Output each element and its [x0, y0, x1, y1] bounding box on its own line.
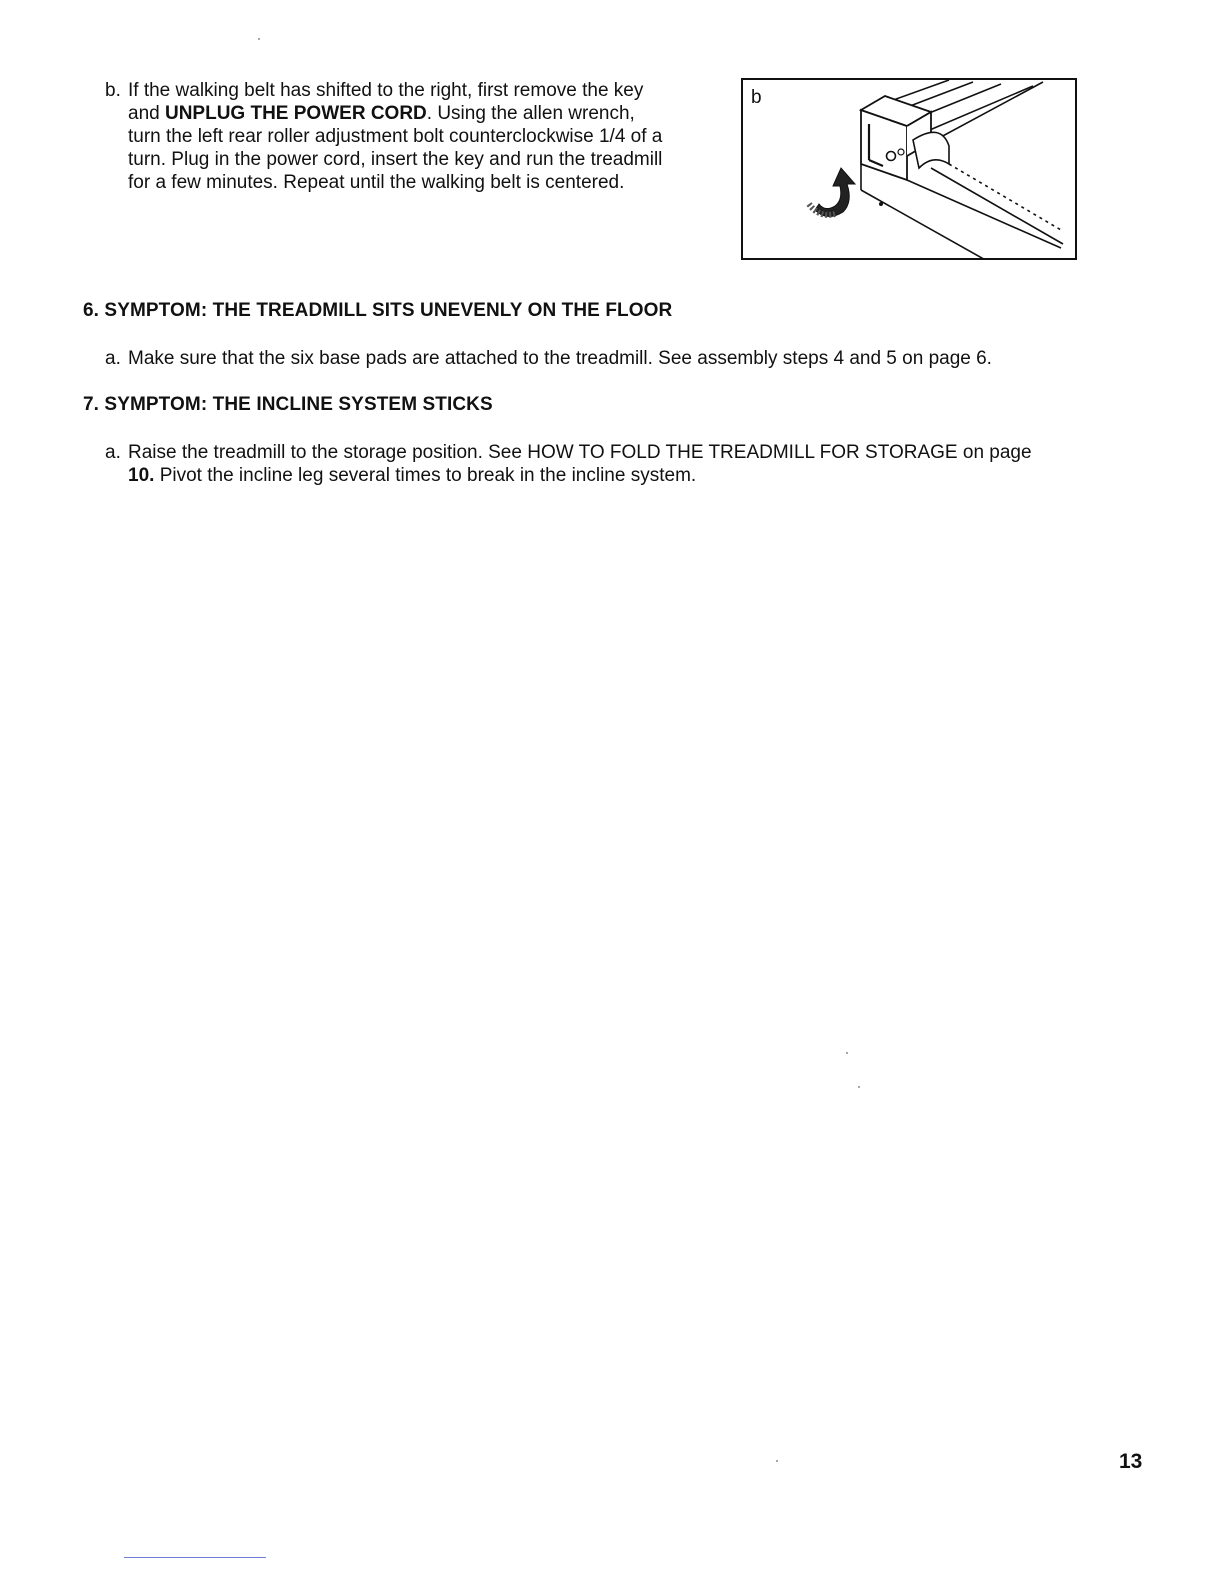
symptom-7-line-1: Raise the treadmill to the storage position. See HOW TO FOLD THE TREADMILL FOR STORAGE on page [128, 442, 1032, 463]
roller-adjustment-illustration [743, 80, 1077, 260]
scan-speck [776, 1460, 778, 1462]
scan-speck [846, 1052, 848, 1054]
symptom-6-marker: a. [105, 348, 121, 369]
step-b-line-1: If the walking belt has shifted to the right, first remove the key [128, 80, 644, 101]
symptom-7-body [128, 441, 1095, 487]
scan-speck [258, 38, 260, 40]
page-number: 13 [1119, 1450, 1143, 1473]
footer-rule [124, 1557, 266, 1558]
roller-adjustment-figure [741, 78, 1077, 260]
step-b-line-2 [128, 102, 705, 125]
scan-speck [858, 1086, 860, 1088]
rear-roller [913, 132, 949, 168]
treadmill-frame [861, 164, 1063, 260]
adjustment-bolt [887, 152, 896, 161]
step-b-body [128, 79, 705, 194]
symptom-7-heading: 7. SYMPTOM: THE INCLINE SYSTEM STICKS [83, 394, 493, 415]
unplug-warning: UNPLUG THE POWER CORD [164, 103, 427, 124]
figure-label: b [751, 87, 762, 108]
counterclockwise-arrow-icon [809, 168, 855, 217]
step-b-line-4: turn. Plug in the power cord, insert the key and run the treadmill [128, 149, 663, 170]
step-b-marker: b. [105, 80, 121, 101]
symptom-7-marker: a. [105, 442, 121, 463]
step-b-instruction [105, 79, 705, 194]
step-b-line-2-prefix: and [128, 103, 165, 124]
symptom-7-line-2-rest: Pivot the incline leg several times to break in the incline system. [154, 465, 697, 486]
symptom-6-heading: 6. SYMPTOM: THE TREADMILL SITS UNEVENLY ON THE FLOOR [83, 300, 673, 321]
step-b-line-3: turn the left rear roller adjustment bolt counterclockwise 1/4 of a [128, 126, 663, 147]
symptom-7-line-2 [128, 464, 1095, 487]
symptom-6-instruction [105, 347, 1095, 370]
symptom-7-instruction [105, 441, 1095, 487]
page-reference: 10. [128, 465, 155, 486]
step-b-line-5: for a few minutes. Repeat until the walking belt is centered. [128, 172, 625, 193]
frame-screw [879, 202, 883, 206]
step-b-line-2-suffix: . Using the allen wrench, [426, 103, 635, 124]
symptom-6-text: Make sure that the six base pads are attached to the treadmill. See assembly steps 4 and 5 on page 6. [128, 348, 992, 369]
